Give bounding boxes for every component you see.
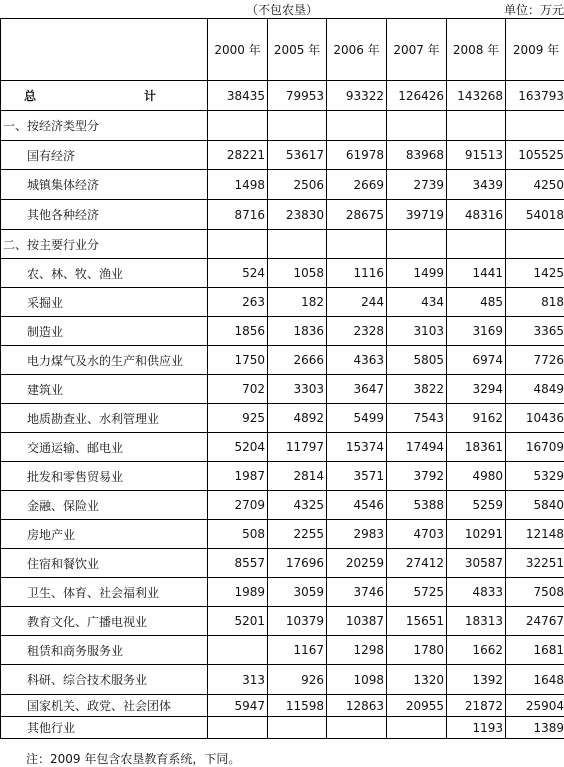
value-cell: 485 [447,288,506,317]
value-cell: 3059 [268,578,327,607]
value-cell: 28675 [327,200,387,230]
row-label: 电力煤气及水的生产和供应业 [1,346,208,375]
row-label: 采掘业 [1,288,208,317]
value-cell: 926 [268,665,327,695]
value-cell: 20955 [387,695,447,717]
value-cell [327,230,387,259]
value-cell: 1987 [208,462,268,491]
section-row [1,111,564,141]
value-cell: 3746 [327,578,387,607]
value-cell: 1193 [447,717,506,739]
value-cell: 1389 [506,717,564,739]
value-cell: 17696 [268,549,327,578]
table-row [1,520,564,549]
value-cell: 5204 [208,433,268,462]
value-cell: 1662 [447,636,506,665]
value-cell: 9162 [447,404,506,433]
value-cell: 12148 [506,520,564,549]
value-cell: 182 [268,288,327,317]
value-cell: 1441 [447,259,506,288]
value-cell: 53617 [268,141,327,170]
value-cell: 3792 [387,462,447,491]
table-row [1,717,564,739]
value-cell: 79953 [268,81,327,111]
value-cell: 524 [208,259,268,288]
table-row [1,462,564,491]
table-subtitle: （不包农垦） [246,3,319,17]
column-header: 2009 年 [506,19,564,81]
total-row [1,81,564,111]
value-cell: 20259 [327,549,387,578]
value-cell: 3294 [447,375,506,404]
value-cell: 1856 [208,317,268,346]
column-header: 2005 年 [268,19,327,81]
value-cell: 15374 [327,433,387,462]
value-cell [208,717,268,739]
value-cell: 3439 [447,170,506,200]
row-label: 房地产业 [1,520,208,549]
value-cell: 1750 [208,346,268,375]
header-row [1,19,564,81]
value-cell: 3103 [387,317,447,346]
value-cell: 1499 [387,259,447,288]
value-cell [268,111,327,141]
value-cell: 2669 [327,170,387,200]
value-cell [387,111,447,141]
value-cell: 17494 [387,433,447,462]
value-cell: 2814 [268,462,327,491]
value-cell: 4703 [387,520,447,549]
table-row [1,317,564,346]
value-cell [268,717,327,739]
value-cell: 1298 [327,636,387,665]
row-label: 交通运输、邮电业 [1,433,208,462]
value-cell: 5201 [208,607,268,636]
value-cell: 21872 [447,695,506,717]
value-cell [506,230,564,259]
value-cell: 11797 [268,433,327,462]
value-cell: 38435 [208,81,268,111]
value-cell: 7543 [387,404,447,433]
value-cell: 4833 [447,578,506,607]
value-cell: 23830 [268,200,327,230]
value-cell: 5259 [447,491,506,520]
value-cell: 163793 [506,81,564,111]
value-cell: 1392 [447,665,506,695]
value-cell: 263 [208,288,268,317]
row-label: 科研、综合技术服务业 [1,665,208,695]
value-cell [506,111,564,141]
value-cell: 4849 [506,375,564,404]
value-cell: 4250 [506,170,564,200]
value-cell: 32251 [506,549,564,578]
value-cell: 126426 [387,81,447,111]
column-header: 2006 年 [327,19,387,81]
value-cell: 8557 [208,549,268,578]
value-cell: 7508 [506,578,564,607]
table-row [1,665,564,695]
table-row [1,375,564,404]
value-cell: 434 [387,288,447,317]
row-label: 教育文化、广播电视业 [1,607,208,636]
value-cell: 1116 [327,259,387,288]
value-cell: 2255 [268,520,327,549]
row-label: 租赁和商务服务业 [1,636,208,665]
value-cell: 3822 [387,375,447,404]
value-cell [387,717,447,739]
value-cell: 2666 [268,346,327,375]
footnote: 注：2009 年包含农垦教育系统，下同。 [26,752,241,766]
value-cell: 1989 [208,578,268,607]
value-cell: 91513 [447,141,506,170]
value-cell: 18313 [447,607,506,636]
table-row [1,607,564,636]
unit-label: 单位：万元 [503,3,564,17]
value-cell: 3647 [327,375,387,404]
value-cell: 10379 [268,607,327,636]
row-label: 建筑业 [1,375,208,404]
value-cell: 4546 [327,491,387,520]
table-row [1,404,564,433]
table-row [1,433,564,462]
value-cell: 1167 [268,636,327,665]
value-cell: 244 [327,288,387,317]
value-cell [327,111,387,141]
value-cell: 4892 [268,404,327,433]
value-cell: 508 [208,520,268,549]
row-label: 农、林、牧、渔业 [1,259,208,288]
value-cell: 24767 [506,607,564,636]
value-cell: 3571 [327,462,387,491]
table-row [1,491,564,520]
value-cell: 25904 [506,695,564,717]
value-cell: 818 [506,288,564,317]
row-label: 国有经济 [1,141,208,170]
value-cell: 2328 [327,317,387,346]
table-row [1,578,564,607]
row-label: 制造业 [1,317,208,346]
column-header: 2000 年 [208,19,268,81]
value-cell: 61978 [327,141,387,170]
column-header: 2008 年 [447,19,506,81]
table-row [1,259,564,288]
value-cell: 1320 [387,665,447,695]
row-label: 住宿和餐饮业 [1,549,208,578]
value-cell [447,230,506,259]
value-cell [208,636,268,665]
value-cell: 143268 [447,81,506,111]
row-label: 其他行业 [1,717,208,739]
value-cell: 5388 [387,491,447,520]
row-label: 其他各种经济 [1,200,208,230]
value-cell: 4980 [447,462,506,491]
row-label: 金融、保险业 [1,491,208,520]
data-table [0,18,564,739]
value-cell: 18361 [447,433,506,462]
value-cell: 1780 [387,636,447,665]
value-cell: 4325 [268,491,327,520]
value-cell: 30587 [447,549,506,578]
table-row [1,200,564,230]
value-cell: 28221 [208,141,268,170]
value-cell: 925 [208,404,268,433]
value-cell: 1498 [208,170,268,200]
value-cell: 2983 [327,520,387,549]
value-cell: 3169 [447,317,506,346]
value-cell: 5805 [387,346,447,375]
row-label: 一、按经济类型分 [1,111,208,141]
value-cell: 8716 [208,200,268,230]
table-row [1,141,564,170]
value-cell [327,717,387,739]
table-row [1,346,564,375]
row-label: 二、按主要行业分 [1,230,208,259]
value-cell: 2709 [208,491,268,520]
value-cell: 10387 [327,607,387,636]
value-cell [208,230,268,259]
value-cell [208,111,268,141]
value-cell [447,111,506,141]
table-row [1,288,564,317]
value-cell: 15651 [387,607,447,636]
value-cell: 1098 [327,665,387,695]
row-label: 国家机关、政党、社会团体 [1,695,208,717]
table-row [1,170,564,200]
value-cell: 7726 [506,346,564,375]
table-row [1,549,564,578]
value-cell: 5725 [387,578,447,607]
value-cell: 1681 [506,636,564,665]
row-label: 批发和零售贸易业 [1,462,208,491]
value-cell: 313 [208,665,268,695]
value-cell: 1836 [268,317,327,346]
value-cell: 10291 [447,520,506,549]
value-cell: 5499 [327,404,387,433]
value-cell: 11598 [268,695,327,717]
value-cell: 5329 [506,462,564,491]
value-cell: 105525 [506,141,564,170]
value-cell: 12863 [327,695,387,717]
value-cell: 1648 [506,665,564,695]
row-label: 卫生、体育、社会福利业 [1,578,208,607]
header-bar [0,0,564,18]
value-cell: 54018 [506,200,564,230]
value-cell: 2739 [387,170,447,200]
row-label: 城镇集体经济 [1,170,208,200]
column-header: 2007 年 [387,19,447,81]
value-cell: 39719 [387,200,447,230]
table-row [1,695,564,717]
value-cell [387,230,447,259]
value-cell: 2506 [268,170,327,200]
value-cell [268,230,327,259]
value-cell: 83968 [387,141,447,170]
value-cell: 27412 [387,549,447,578]
value-cell: 93322 [327,81,387,111]
section-row [1,230,564,259]
row-label: 总 计 [1,81,208,111]
value-cell: 6974 [447,346,506,375]
value-cell: 702 [208,375,268,404]
value-cell: 10436 [506,404,564,433]
value-cell: 3303 [268,375,327,404]
value-cell: 3365 [506,317,564,346]
table-row [1,636,564,665]
value-cell: 5840 [506,491,564,520]
value-cell: 1425 [506,259,564,288]
value-cell: 48316 [447,200,506,230]
value-cell: 16709 [506,433,564,462]
row-label: 地质勘查业、水利管理业 [1,404,208,433]
value-cell: 5947 [208,695,268,717]
value-cell: 4363 [327,346,387,375]
header-corner-cell [1,19,208,81]
value-cell: 1058 [268,259,327,288]
